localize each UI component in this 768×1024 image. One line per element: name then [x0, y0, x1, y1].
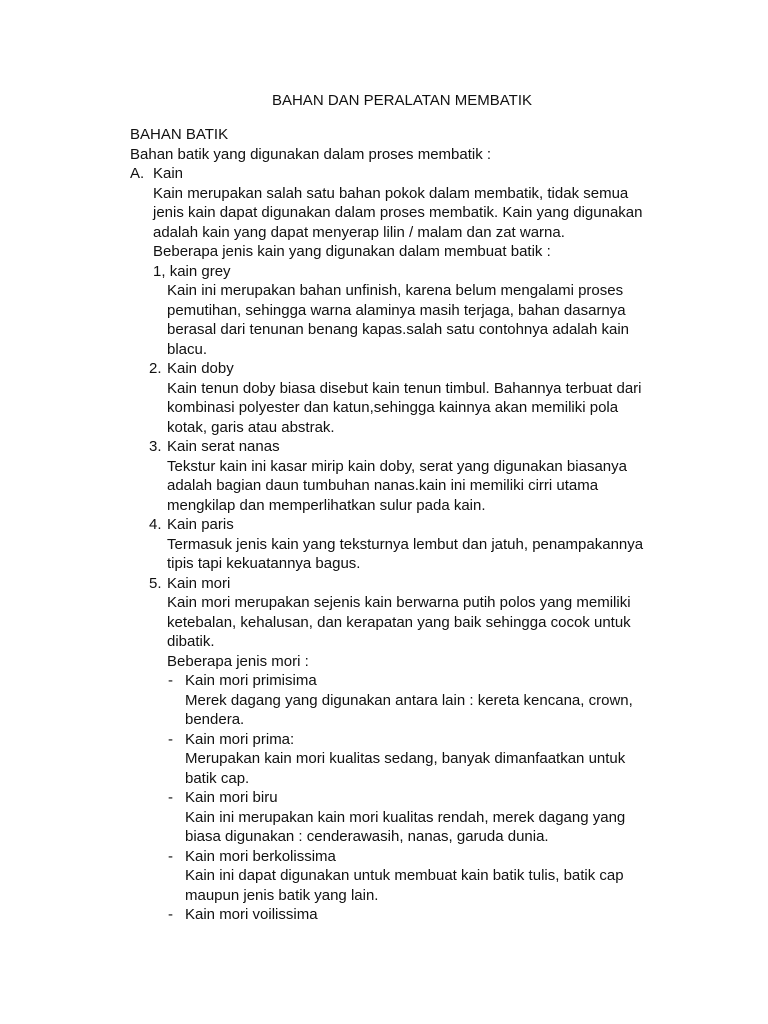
mori-desc-line: Merek dagang yang digunakan antara lain : kereta kencana, crown,: [185, 691, 633, 709]
kind-desc-line: Kain ini merupakan bahan unfinish, karena belum mengalami proses: [167, 282, 624, 299]
mori-marker: -: [168, 672, 173, 689]
kind-marker: 5.: [149, 574, 162, 592]
kind-marker: 1,: [153, 262, 166, 280]
kind-desc-line: Termasuk jenis kain yang teksturnya lembut dan jatuh, penampakannya: [167, 535, 644, 553]
mori-label: Kain mori biru: [185, 789, 278, 806]
mori-label: Kain mori primisima: [185, 672, 317, 689]
kind-label: Kain paris: [167, 516, 234, 533]
kind-label: Kain serat nanas: [167, 438, 280, 455]
mori-label: Kain mori voilissima: [185, 906, 318, 923]
kind-label: Kain doby: [167, 360, 234, 377]
item-a-para-line: Kain merupakan salah satu bahan pokok dalam membatik, tidak semua: [153, 184, 629, 202]
kind-heading: [153, 262, 690, 282]
mori-desc-line: biasa digunakan : cenderawasih, nanas, garuda dunia.: [185, 828, 549, 845]
kind-heading: [149, 515, 690, 535]
mori-desc-line: batik cap.: [185, 769, 250, 787]
mori-marker: -: [168, 847, 173, 865]
kind-marker: 3.: [149, 438, 162, 455]
section-intro: Bahan batik yang digunakan dalam proses membatik :: [130, 145, 492, 163]
page-title: BAHAN DAN PERALATAN MEMBATIK: [271, 92, 533, 109]
kind-desc-line: kotak, garis atau abstrak.: [167, 418, 335, 436]
kind-desc-line: pemutihan, sehingga warna alaminya masih terjaga, bahan dasarnya: [167, 301, 626, 319]
item-a-heading: [130, 164, 690, 184]
kind-marker: 2.: [149, 360, 162, 377]
kind-heading: [149, 437, 690, 457]
kind-desc-line: adalah bagian daun tumbuhan nanas.kain ini memiliki cirri utama: [167, 477, 599, 494]
section-heading: BAHAN BATIK: [130, 126, 229, 143]
item-a-para-line: jenis kain dapat digunakan dalam proses membatik. Kain yang digunakan: [153, 204, 643, 221]
mori-desc-line: Merupakan kain mori kualitas sedang, banyak dimanfaatkan untuk: [185, 750, 626, 767]
kind-marker: 4.: [149, 516, 162, 533]
mori-marker: -: [168, 906, 173, 923]
kind-heading: [149, 359, 690, 379]
kind-desc-line: berasal dari tenunan benang kapas.salah satu contohnya adalah kain: [167, 321, 630, 338]
item-a-para-line: adalah kain yang dapat menyerap lilin / malam dan zat warna.: [153, 223, 565, 241]
item-a-label: Kain: [153, 165, 184, 182]
kind-desc-line: Tekstur kain ini kasar mirip kain doby, serat yang digunakan biasanya: [167, 457, 627, 475]
kind-desc-line: ketebalan, kehalusan, dan kerapatan yang baik sehingga cocok untuk: [167, 613, 631, 631]
mori-heading: [168, 730, 690, 750]
mori-label: Kain mori prima:: [185, 730, 295, 748]
mori-heading: [168, 905, 690, 925]
mori-desc-line: Kain ini merupakan kain mori kualitas rendah, merek dagang yang: [185, 808, 626, 826]
item-a-marker: A.: [130, 165, 145, 182]
kind-label: kain grey: [169, 262, 231, 280]
kind-desc-line: Kain tenun doby biasa disebut kain tenun timbul. Bahannya terbuat dari: [167, 379, 642, 397]
kind-desc-line: tipis tapi kekuatannya bagus.: [167, 555, 361, 572]
kind-heading: [149, 574, 690, 594]
mori-marker: -: [168, 789, 173, 806]
mori-marker: -: [168, 730, 173, 748]
kind-desc-line: kombinasi polyester dan katun,sehingga kainnya akan memiliki pola: [167, 399, 619, 416]
document-body: [130, 125, 690, 925]
mori-heading: [168, 788, 690, 808]
kind-desc-line: Kain mori merupakan sejenis kain berwarna putih polos yang memiliki: [167, 594, 631, 611]
mori-heading: [168, 847, 690, 867]
kind-desc-line: dibatik.: [167, 633, 215, 650]
kind-desc-line: mengkilap dan memperlihatkan sulur pada kain.: [167, 496, 486, 514]
item-a-types-intro: Beberapa jenis kain yang digunakan dalam membuat batik :: [153, 243, 551, 260]
mori-label: Kain mori berkolissima: [185, 847, 336, 865]
mori-heading: [168, 671, 690, 691]
mori-desc-line: bendera.: [185, 711, 245, 728]
kind-desc-line: blacu.: [167, 340, 208, 358]
mori-desc-line: Kain ini dapat digunakan untuk membuat kain batik tulis, batik cap: [185, 867, 624, 884]
mori-types-intro: Beberapa jenis mori :: [167, 652, 309, 670]
mori-desc-line: maupun jenis batik yang lain.: [185, 886, 379, 904]
kind-label: Kain mori: [167, 574, 231, 592]
